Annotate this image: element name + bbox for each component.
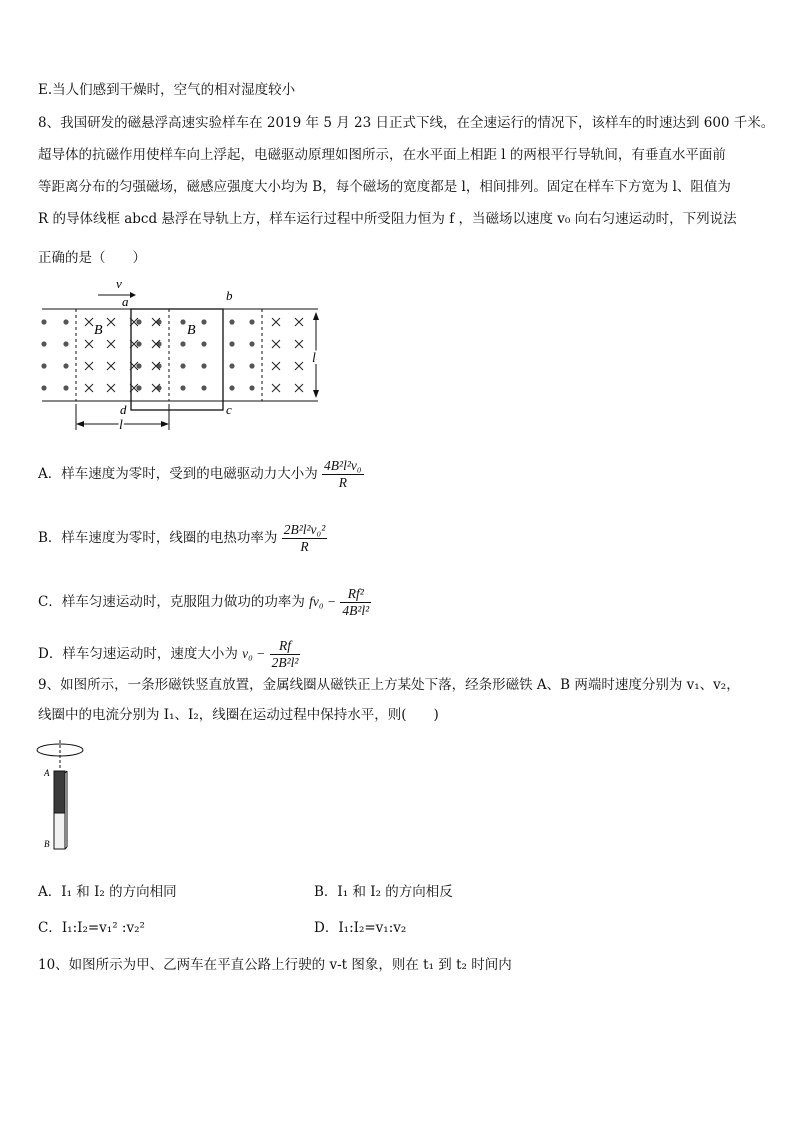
q8-line-4: R 的导体线框 abcd 悬浮在导轨上方，样车运行过程中所受阻力恒为 f ，当磁场以速度 v₀ 向右匀速运动时，下列说法 — [38, 211, 737, 227]
option-e-text: E.当人们感到干燥时，空气的相对湿度较小 — [38, 82, 296, 98]
field-cross — [107, 384, 115, 392]
q8-option-c-denominator: 4B²l² — [342, 603, 370, 618]
fig-label-b-field-2: B — [187, 323, 196, 338]
field-cross — [272, 318, 280, 326]
q9-option-d[interactable]: D．I₁:I₂=v₁:v₂ — [314, 920, 407, 936]
q8-line-2: 超导体的抗磁作用使样车向上浮起，电磁驱动原理如图所示，在水平面上相距 l 的两根平行导轨间，有垂直水平面前 — [38, 147, 726, 163]
q8-option-d-text: D．样车匀速运动时，速度大小为 — [38, 646, 238, 662]
field-cross — [272, 340, 280, 348]
field-cross — [295, 318, 303, 326]
fig-label-v: v — [116, 276, 122, 291]
field-dot — [136, 385, 141, 390]
q9-line-1: 9、如图所示，一条形磁铁竖直放置，金属线圈从磁铁正上方某处下落，经条形磁铁 A、B 两端时速度分别为 v₁、v₂， — [38, 677, 740, 693]
q8-option-c-prefix: fv₀ − — [309, 594, 337, 609]
fig-label-l-right: l — [312, 351, 316, 366]
q9-option-c[interactable]: C．I₁:I₂=v₁² :v₂² — [38, 920, 145, 936]
field-cross — [295, 340, 303, 348]
q8-option-a-text: A．样车速度为零时，受到的电磁驱动力大小为 — [38, 466, 318, 482]
field-cross — [272, 384, 280, 392]
fig-label-c: c — [226, 402, 232, 417]
field-cross — [85, 318, 93, 326]
q8-option-d[interactable] — [38, 638, 300, 671]
field-dot — [201, 363, 206, 368]
q8-option-c-text: C．样车匀速运动时，克服阻力做功的功率为 — [38, 594, 305, 610]
q8-option-a[interactable] — [38, 458, 364, 491]
field-dot — [201, 385, 206, 390]
field-dot — [136, 341, 141, 346]
field-dot — [180, 385, 185, 390]
q8-option-a-fraction — [322, 458, 364, 491]
q9-option-b[interactable]: B．I₁ 和 I₂ 的方向相反 — [314, 884, 453, 900]
q8-option-b-fraction — [282, 522, 328, 555]
field-dot — [63, 363, 68, 368]
field-dot — [63, 385, 68, 390]
field-dot — [41, 363, 46, 368]
field-dot — [249, 341, 254, 346]
q8-option-b[interactable] — [38, 522, 327, 555]
field-dot — [201, 319, 206, 324]
field-dot — [229, 363, 234, 368]
fig-label-magnet-a: A — [44, 768, 50, 778]
q9-magnet-coil-figure — [34, 738, 94, 856]
field-dot — [229, 385, 234, 390]
field-dot — [136, 363, 141, 368]
field-cross — [85, 362, 93, 370]
field-dot — [41, 385, 46, 390]
q8-option-d-prefix: v₀ − — [242, 646, 266, 661]
field-dot — [63, 341, 68, 346]
field-cross — [272, 362, 280, 370]
q9-option-a[interactable]: A．I₁ 和 I₂ 的方向相同 — [38, 884, 177, 900]
field-dot — [180, 319, 185, 324]
fig-label-l-bottom: l — [119, 418, 123, 433]
q8-option-d-numerator: Rf — [270, 638, 301, 655]
q8-line-5: 正确的是（ ） — [38, 250, 146, 266]
q8-option-a-denominator: R — [338, 475, 347, 490]
fig-label-magnet-b: B — [44, 839, 50, 849]
fig-label-b-field-1: B — [94, 323, 103, 338]
q8-option-b-text: B．样车速度为零时，线圈的电热功率为 — [38, 530, 278, 546]
field-dot — [229, 341, 234, 346]
fig-label-a: a — [122, 294, 129, 309]
q9-line-2: 线圈中的电流分别为 I₁、I₂，线圈在运动过程中保持水平，则( ) — [38, 707, 439, 723]
field-dot — [41, 319, 46, 324]
q8-option-b-numerator: 2B²l²v₀² — [283, 522, 326, 537]
field-cross — [107, 318, 115, 326]
field-dot — [41, 341, 46, 346]
q8-option-c-fraction — [340, 586, 371, 619]
q8-line-1: 8、我国研发的磁悬浮高速实验样车在 2019 年 5 月 23 日正式下线，在全速运行的情况下，该样车的时速达到 600 千米。 — [38, 115, 775, 131]
field-dot — [249, 385, 254, 390]
field-cross — [107, 362, 115, 370]
q8-option-d-denominator: 2B²l² — [271, 655, 299, 670]
field-cross — [85, 384, 93, 392]
q10-line-1: 10、如图所示为甲、乙两车在平直公路上行驶的 v-t 图象，则在 t₁ 到 t₂ 时间内 — [38, 957, 512, 973]
field-cross — [85, 340, 93, 348]
field-cross — [295, 362, 303, 370]
q8-option-a-numerator: 4B²l²v₀ — [324, 458, 362, 473]
fig-label-b: b — [226, 288, 233, 303]
q8-option-d-fraction — [270, 638, 301, 671]
field-dot — [180, 341, 185, 346]
field-dot — [249, 363, 254, 368]
field-dot — [63, 319, 68, 324]
field-cross — [295, 384, 303, 392]
q8-option-c-numerator: Rf² — [340, 586, 371, 603]
q8-line-3: 等距离分布的匀强磁场，磁感应强度大小均为 B，每个磁场的宽度都是 l，相间排列。固定在样车下方宽为 l、阻值为 — [38, 179, 731, 195]
field-dot — [201, 341, 206, 346]
field-marks — [41, 318, 303, 392]
field-dot — [229, 319, 234, 324]
q8-option-c[interactable] — [38, 586, 371, 619]
field-cross — [107, 340, 115, 348]
field-dot — [180, 363, 185, 368]
q8-magnetic-field-figure — [36, 276, 336, 436]
field-dot — [249, 319, 254, 324]
fig-label-d: d — [120, 402, 127, 417]
field-dot — [136, 319, 141, 324]
q8-option-b-denominator: R — [300, 539, 309, 554]
